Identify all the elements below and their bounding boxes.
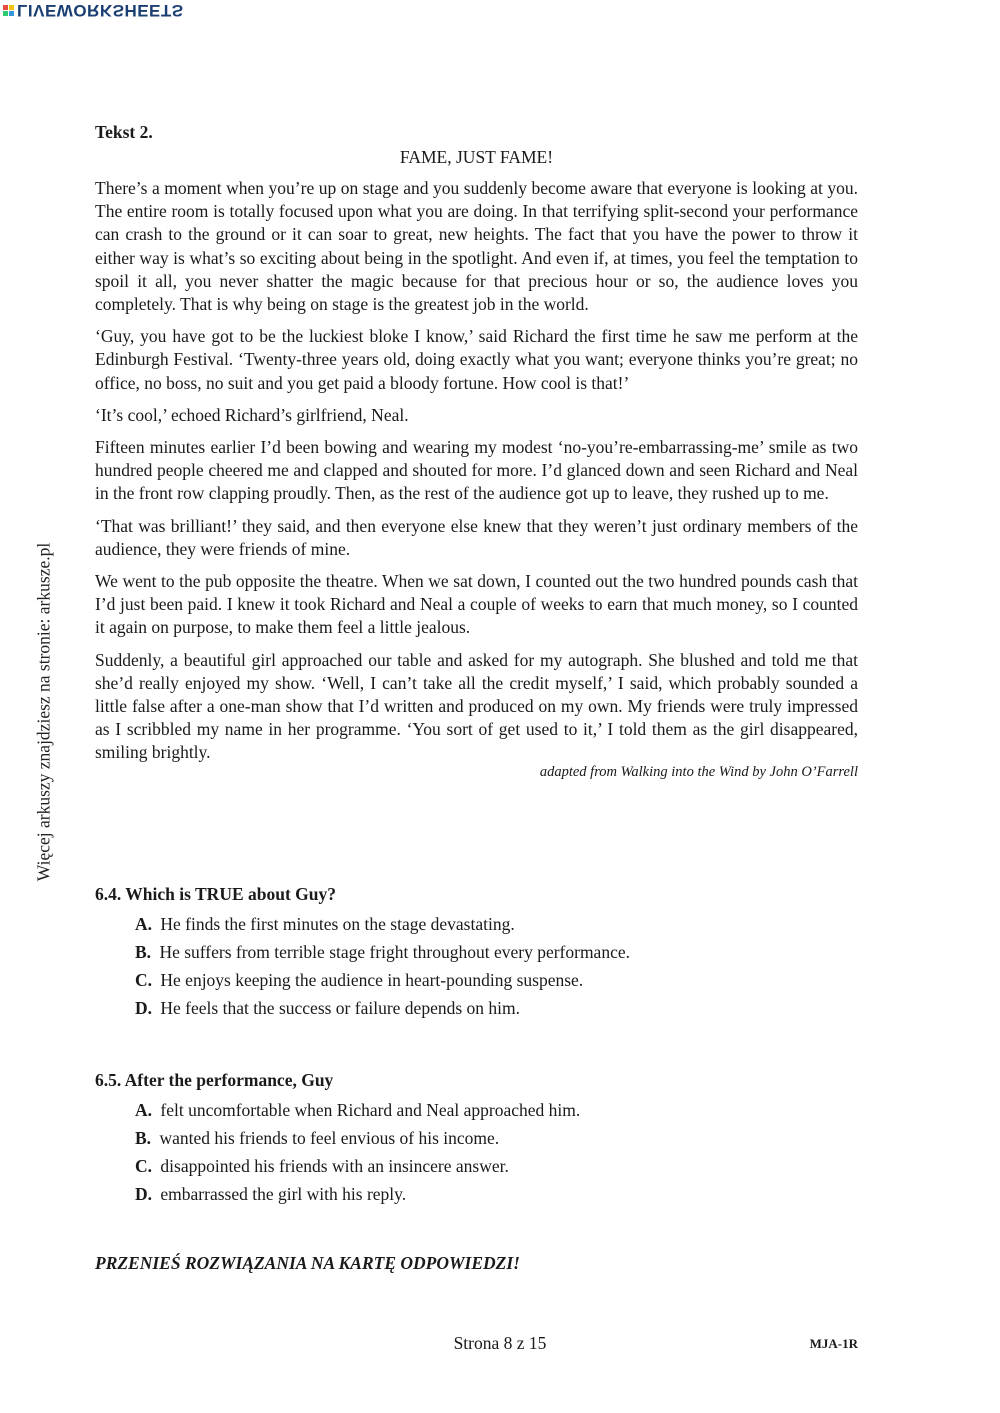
answer-option[interactable] — [135, 1096, 875, 1124]
answer-option[interactable] — [135, 994, 875, 1022]
answer-sheet-instruction: PRZENIEŚ ROZWIĄZANIA NA KARTĘ ODPOWIEDZI! — [95, 1253, 520, 1273]
option-letter: A. — [135, 914, 153, 934]
logo-square — [3, 11, 8, 16]
question-title: 6.5. After the performance, Guy — [95, 1070, 334, 1090]
option-text: He enjoys keeping the audience in heart-pounding suspense. — [160, 970, 584, 990]
option-text: felt uncomfortable when Richard and Neal approached him. — [160, 1100, 581, 1120]
answer-option[interactable] — [135, 1180, 875, 1208]
paragraph: We went to the pub opposite the theatre. When we sat down, I counted out the two hundred pounds cash that I’d just been paid. I knew it took Richard and Neal a couple of weeks to earn that much money, so I counted it again on purpose, to make them feel a little jealous. — [95, 571, 858, 638]
sidebar-note: Więcej arkuszy znajdziesz na stronie: arkusze.pl — [33, 542, 54, 882]
paragraph: ‘Guy, you have got to be the luckiest bloke I know,’ said Richard the first time he saw me perform at the Edinburgh Festival. ‘Twenty-three years old, doing exactly what you want; everyone thinks you’re great; no office, no boss, no suit and you get paid a bloody fortune. How cool is that!’ — [95, 326, 858, 393]
option-letter: D. — [135, 1184, 153, 1204]
question-6-5 — [95, 1068, 875, 1208]
option-text: wanted his friends to feel envious of his income. — [159, 1128, 500, 1148]
reading-text — [95, 120, 858, 781]
question-6-4 — [95, 882, 875, 1022]
option-letter: B. — [135, 1128, 152, 1148]
option-letter: C. — [135, 1156, 153, 1176]
option-text: embarrassed the girl with his reply. — [160, 1184, 407, 1204]
option-letter: C. — [135, 970, 153, 990]
question-title: 6.4. Which is TRUE about Guy? — [95, 884, 337, 904]
text-title: FAME, JUST FAME! — [399, 147, 554, 167]
option-text: He suffers from terrible stage fright throughout every performance. — [159, 942, 630, 962]
option-text: He finds the first minutes on the stage devastating. — [160, 914, 515, 934]
page-number: Strona 8 z 15 — [453, 1333, 547, 1353]
answer-option[interactable] — [135, 1152, 875, 1180]
logo-square — [9, 11, 14, 16]
liveworksheets-logo — [0, 0, 184, 20]
answer-option[interactable] — [135, 966, 875, 994]
section-label: Tekst 2. — [95, 122, 153, 142]
logo-square — [9, 5, 14, 10]
paragraph: Fifteen minutes earlier I’d been bowing and wearing my modest ‘no-you’re-embarrassing-me’ smile as two hundred people cheered me and clapped and shouted for more. I’d glanced down and seen Richard and Neal in the front row clapping proudly. Then, as the rest of the audience got up to leave, they rushed up to me. — [95, 437, 858, 504]
paragraph: ‘That was brilliant!’ they said, and then everyone else knew that they weren’t just ordinary members of the audience, they were friends of mine. — [95, 515, 858, 559]
logo-text: LIVEWORKSHEETS — [17, 1, 184, 20]
paragraph: There’s a moment when you’re up on stage and you suddenly become aware that everyone is looking at you. The entire room is totally focused upon what you are doing. In that terrifying split-second your performance can crash to the ground or it can soar to great, new heights. The fact that you have the power to throw it either way is what’s so exciting about being in the spotlight. And even if, at times, you feel the temptation to spoil it all, you never shatter the magic because for that precious hour or so, the audience loves you completely. That is why being on stage is the greatest job in the world. — [95, 178, 858, 315]
option-text: disappointed his friends with an insincere answer. — [160, 1156, 509, 1176]
option-letter: B. — [135, 942, 152, 962]
source-citation: adapted from Walking into the Wind by John O’Farrell — [539, 763, 858, 780]
option-text: He feels that the success or failure depends on him. — [160, 998, 520, 1018]
exam-code: MJA-1R — [809, 1336, 858, 1351]
answer-option[interactable] — [135, 938, 875, 966]
option-letter: D. — [135, 998, 153, 1018]
answer-option[interactable] — [135, 910, 875, 938]
paragraph: Suddenly, a beautiful girl approached our table and asked for my autograph. She blushed and told me that she’d really enjoyed my show. ‘Well, I can’t take all the credit myself,’ I said, which probably sounded a little false after a one-man show that I’d written and produced on my own. My friends were truly impressed as I scribbled my name in her programme. ‘You sort of get used to it,’ I told them as the girl disappeared, smiling brightly. — [95, 649, 858, 763]
answer-option[interactable] — [135, 1124, 875, 1152]
paragraph: ‘It’s cool,’ echoed Richard’s girlfriend, Neal. — [95, 404, 409, 425]
logo-square — [3, 5, 8, 10]
logo-grid-icon — [3, 5, 14, 16]
option-letter: A. — [135, 1100, 153, 1120]
